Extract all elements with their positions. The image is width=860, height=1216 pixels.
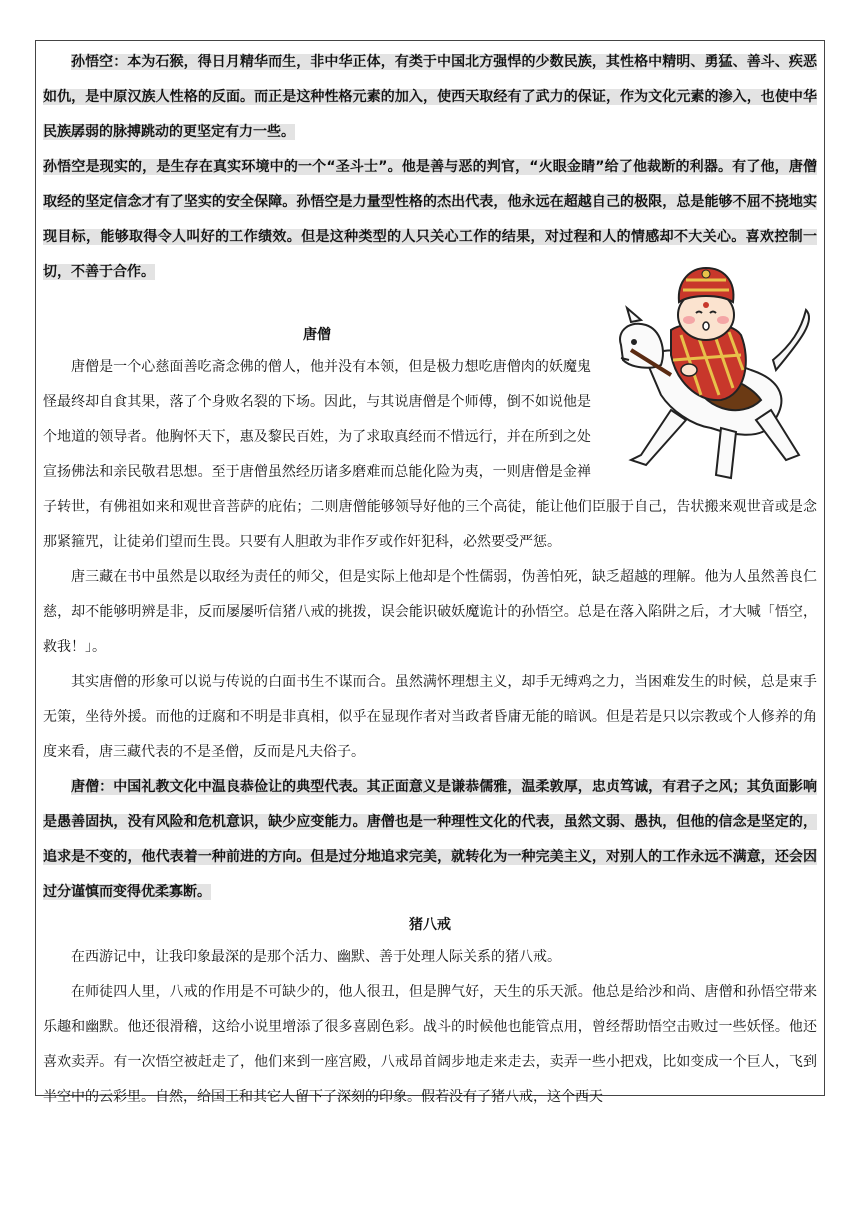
paragraph: 其实唐僧的形象可以说与传说的白面书生不谋而合。虽然满怀理想主义，却手无缚鸡之力，当困难发生的时候，总是束手无策，坐待外援。而他的迂腐和不明是非真相，似乎在显现作者对当政者昏庸无能的暗讽。但是若是只以宗教或个人修养的角度来看，唐三藏代表的不是圣僧，反而是凡夫俗子。 <box>43 674 817 760</box>
section-heading-tangseng: 唐僧 <box>303 327 331 343</box>
document-frame <box>35 40 825 1105</box>
highlighted-text: 孙悟空：本为石猴，得日月精华而生，非中华正体，有类于中国北方强悍的少数民族，其性格中精明、勇猛、善斗、疾恶如仇，是中原汉族人性格的反面。而正是这种性格元素的加入，使西天取经有了武力的保证，作为文化元素的渗入，也使中华民族孱弱的脉搏跳动的更坚定有力一些。 <box>43 54 817 140</box>
paragraph: 在西游记中，让我印象最深的是那个活力、幽默、善于处理人际关系的猪八戒。 <box>71 949 561 965</box>
document-body <box>43 45 817 1115</box>
highlighted-text: 唐僧：中国礼教文化中温良恭俭让的典型代表。其正面意义是谦恭儒雅，温柔敦厚，忠贞笃诚，有君子之风；其负面影响是愚善固执，没有风险和危机意识，缺少应变能力。唐僧也是一种理性文化的代表，虽然文弱、愚执，但他的信念是坚定的，追求是不变的，他代表着一种前进的方向。但是过分地追求完美，就转化为一种完美主义，对别人的工作永远不满意，还会因过分谨慎而变得优柔寡断。 <box>43 779 817 900</box>
highlighted-text: 孙悟空是现实的，是生存在真实环境中的一个“圣斗士”。他是善与恶的判官，“火眼金睛”给了他裁断的利器。有了他，唐僧取经的坚定信念才有了坚实的安全保障。孙悟空是力量型性格的杰出代表，他永远在超越自己的极限，总是能够不屈不挠地实现目标，能够取得令人叫好的工作绩效。但是这种类型的人只关心工作的结果，对过程和人的情感却不大关心。喜欢控制一切，不善于合作。 <box>43 159 817 280</box>
paragraph <box>43 770 817 910</box>
paragraph: 唐三藏在书中虽然是以取经为责任的师父，但是实际上他却是个性儒弱，伪善怕死，缺乏超越的理解。他为人虽然善良仁慈，却不能够明辨是非，反而屡屡听信猪八戒的挑拨，误会能识破妖魔诡计的孙悟空。总是在落入陷阱之后，才大喊「悟空，救我！」。 <box>43 569 817 655</box>
paragraph: 在师徒四人里，八戒的作用是不可缺少的，他人很丑，但是脾气好，天生的乐天派。他总是给沙和尚、唐僧和孙悟空带来乐趣和幽默。他还很滑稽，这给小说里增添了很多喜剧色彩。战斗的时候他也能管点用，曾经帮助悟空击败过一些妖怪。他还喜欢卖弄。有一次悟空被赶走了，他们来到一座宫殿，八戒昂首阔步地走来走去，卖弄一些小把戏，比如变成一个巨人，飞到半空中的云彩里。自然，给国王和其它人留下了深刻的印象。假若没有了猪八戒，这个西天 <box>43 984 817 1105</box>
paragraph: 唐僧是一个心慈面善吃斋念佛的僧人，他并没有本领，但是极力想吃唐僧肉的妖魔鬼怪最终却自食其果，落了个身败名裂的下场。因此，与其说唐僧是个师傅，倒不如说他是个地道的领导者。他胸怀天下，惠及黎民百姓，为了求取真经而不惜远行，并在所到之处宣扬佛法和亲民敬君思想。至于唐僧虽然经历诸多磨难而总能化险为夷，一则唐僧是金禅子转世，有佛祖如来和观世音菩萨的庇佑；二则唐僧能够领导好他的三个高徒，能让他们臣服于自己，告状搬来观世音或是念那紧箍咒，让徒弟们望而生畏。只要有人胆敢为非作歹或作奸犯科，必然要受严惩。 <box>43 359 817 550</box>
section-heading-bajie: 猪八戒 <box>409 917 451 933</box>
tang-monk-on-horse-image <box>601 260 821 490</box>
paragraph <box>43 45 817 150</box>
tang-monk-on-horse-illustration <box>601 260 821 490</box>
